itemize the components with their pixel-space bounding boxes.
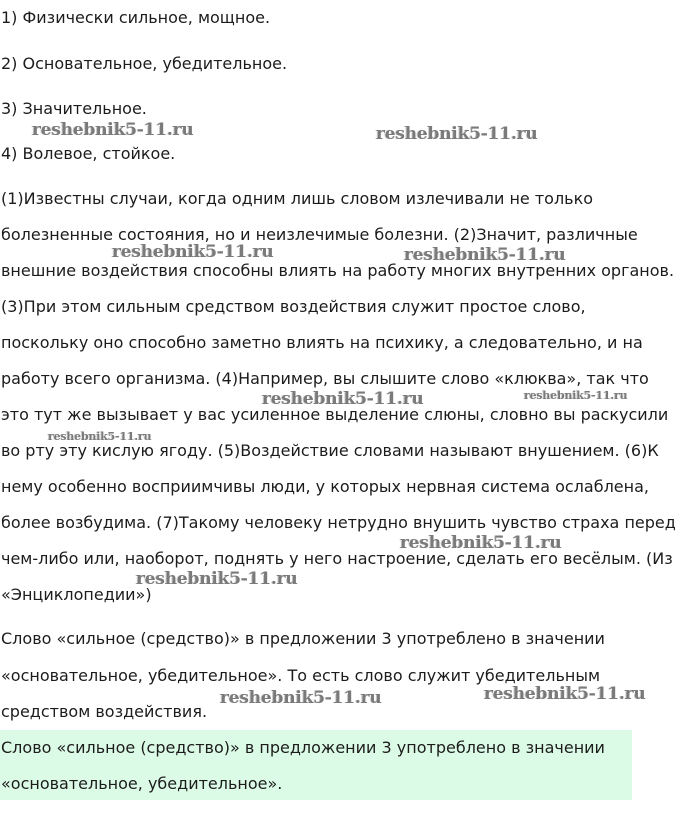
explanation-line: «основательное, убедительное». То есть слово служит убедительным — [1, 666, 601, 685]
explanation-line: средством воздействия. — [1, 702, 208, 721]
watermark: reshebnik5-11.ru — [220, 688, 382, 708]
text-line: более возбудима. (7)Такому человеку нетрудно внушить чувство страха перед — [1, 513, 676, 532]
answer-line: Слово «сильное (средство)» в предложении 3 употреблено в значении — [1, 738, 605, 757]
text-line: нему особенно восприимчивы люди, у которых нервная система ослаблена, — [1, 477, 649, 496]
watermark: reshebnik5-11.ru — [524, 389, 628, 402]
watermark: reshebnik5-11.ru — [136, 569, 298, 589]
definition-4: 4) Волевое, стойкое. — [1, 144, 176, 163]
watermark: reshebnik5-11.ru — [376, 124, 538, 144]
watermark: reshebnik5-11.ru — [32, 120, 194, 140]
text-line: внешние воздействия способны влиять на работу многих внутренних органов. — [1, 261, 675, 280]
definition-2: 2) Основательное, убедительное. — [1, 54, 288, 73]
text-line: (3)При этом сильным средством воздействия служит простое слово, — [1, 297, 586, 316]
text-line: чем-либо или, наоборот, поднять у него настроение, сделать его весёлым. (Из — [1, 549, 673, 568]
answer-line: «основательное, убедительное». — [1, 774, 283, 793]
text-line: во рту эту кислую ягоду. (5)Воздействие словами называют внушением. (6)К — [1, 441, 659, 460]
explanation-line: Слово «сильное (средство)» в предложении 3 употреблено в значении — [1, 629, 605, 648]
watermark: reshebnik5-11.ru — [262, 389, 424, 409]
text-line: болезненные состояния, но и неизлечимые болезни. (2)Значит, различные — [1, 225, 638, 244]
watermark: reshebnik5-11.ru — [404, 245, 566, 265]
watermark: reshebnik5-11.ru — [400, 533, 562, 553]
watermark: reshebnik5-11.ru — [484, 684, 646, 704]
watermark: reshebnik5-11.ru — [48, 430, 152, 443]
text-line: (1)Известны случаи, когда одним лишь словом излечивали не только — [1, 189, 594, 208]
text-line: это тут же вызывает у вас усиленное выделение слюны, словно вы раскусили — [1, 405, 669, 424]
text-line: поскольку оно способно заметно влиять на психику, а следовательно, и на — [1, 333, 643, 352]
text-line: работу всего организма. (4)Например, вы слышите слово «клюква», так что — [1, 369, 649, 388]
watermark: reshebnik5-11.ru — [112, 242, 274, 262]
text-line: «Энциклопедии») — [1, 585, 152, 604]
definition-3: 3) Значительное. — [1, 99, 147, 118]
definition-1: 1) Физически сильное, мощное. — [1, 8, 271, 27]
